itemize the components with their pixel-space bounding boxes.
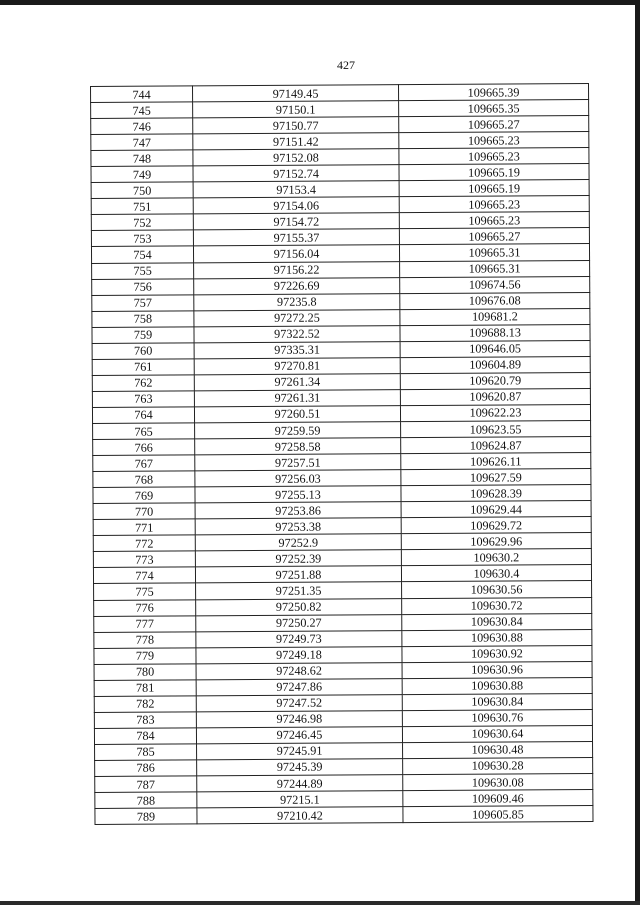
point-number-cell: 756 [92, 278, 194, 295]
x-coordinate-cell: 97149.45 [193, 85, 399, 102]
x-coordinate-cell: 97150.1 [193, 101, 399, 118]
point-number-cell: 744 [91, 86, 193, 103]
y-coordinate-cell: 109605.85 [403, 806, 593, 823]
table-row [95, 806, 593, 825]
point-number-cell: 786 [95, 760, 197, 777]
point-number-cell: 781 [94, 680, 196, 697]
point-number-cell: 770 [93, 503, 195, 520]
scan-border-top [0, 0, 640, 5]
point-number-cell: 777 [94, 615, 196, 632]
x-coordinate-cell: 97252.9 [195, 534, 401, 551]
y-coordinate-cell: 109665.27 [399, 116, 589, 133]
y-coordinate-cell: 109665.35 [399, 100, 589, 117]
x-coordinate-cell: 97253.38 [195, 518, 401, 535]
x-coordinate-cell: 97245.91 [197, 743, 403, 760]
x-coordinate-cell: 97255.13 [195, 486, 401, 503]
x-coordinate-cell: 97251.88 [195, 566, 401, 583]
y-coordinate-cell: 109665.31 [399, 244, 589, 261]
x-coordinate-cell: 97256.03 [195, 470, 401, 487]
x-coordinate-cell: 97246.45 [196, 726, 402, 743]
point-number-cell: 754 [91, 246, 193, 263]
x-coordinate-cell: 97250.27 [196, 614, 402, 631]
y-coordinate-cell: 109604.89 [400, 356, 590, 373]
y-coordinate-cell: 109626.11 [401, 453, 591, 470]
y-coordinate-cell: 109630.76 [402, 709, 592, 726]
point-number-cell: 775 [94, 583, 196, 600]
scan-border-right [635, 0, 640, 905]
point-number-cell: 762 [92, 375, 194, 392]
point-number-cell: 765 [93, 423, 195, 440]
point-number-cell: 789 [95, 808, 197, 825]
y-coordinate-cell: 109665.19 [399, 180, 589, 197]
point-number-cell: 758 [92, 311, 194, 328]
x-coordinate-cell: 97226.69 [194, 277, 400, 294]
point-number-cell: 755 [92, 262, 194, 279]
x-coordinate-cell: 97156.22 [194, 261, 400, 278]
scan-border-bottom [0, 901, 640, 905]
y-coordinate-cell: 109665.23 [399, 132, 589, 149]
y-coordinate-cell: 109665.19 [399, 164, 589, 181]
x-coordinate-cell: 97247.86 [196, 678, 402, 695]
point-number-cell: 778 [94, 631, 196, 648]
y-coordinate-cell: 109630.84 [402, 613, 592, 630]
y-coordinate-cell: 109665.31 [400, 260, 590, 277]
y-coordinate-cell: 109665.23 [399, 212, 589, 229]
y-coordinate-cell: 109674.56 [400, 276, 590, 293]
point-number-cell: 779 [94, 648, 196, 665]
y-coordinate-cell: 109629.44 [401, 501, 591, 518]
y-coordinate-cell: 109630.2 [401, 549, 591, 566]
point-number-cell: 767 [93, 455, 195, 472]
x-coordinate-cell: 97245.39 [197, 759, 403, 776]
y-coordinate-cell: 109630.88 [402, 629, 592, 646]
y-coordinate-cell: 109630.64 [402, 725, 592, 742]
point-number-cell: 753 [91, 230, 193, 247]
point-number-cell: 773 [93, 551, 195, 568]
y-coordinate-cell: 109630.92 [402, 645, 592, 662]
point-number-cell: 760 [92, 343, 194, 360]
y-coordinate-cell: 109620.87 [400, 388, 590, 405]
y-coordinate-cell: 109630.08 [403, 773, 593, 790]
y-coordinate-cell: 109676.08 [400, 292, 590, 309]
point-number-cell: 768 [93, 471, 195, 488]
point-number-cell: 769 [93, 487, 195, 504]
point-number-cell: 776 [94, 599, 196, 616]
x-coordinate-cell: 97249.18 [196, 646, 402, 663]
x-coordinate-cell: 97335.31 [194, 341, 400, 358]
x-coordinate-cell: 97155.37 [193, 229, 399, 246]
coordinates-table-body [91, 83, 593, 824]
coordinates-table [90, 83, 594, 825]
x-coordinate-cell: 97150.77 [193, 117, 399, 134]
y-coordinate-cell: 109630.72 [402, 597, 592, 614]
point-number-cell: 745 [91, 102, 193, 119]
x-coordinate-cell: 97153.4 [193, 181, 399, 198]
point-number-cell: 785 [95, 744, 197, 761]
x-coordinate-cell: 97322.52 [194, 325, 400, 342]
x-coordinate-cell: 97247.52 [196, 694, 402, 711]
point-number-cell: 759 [92, 327, 194, 344]
y-coordinate-cell: 109688.13 [400, 324, 590, 341]
point-number-cell: 750 [91, 182, 193, 199]
x-coordinate-cell: 97248.62 [196, 662, 402, 679]
x-coordinate-cell: 97258.58 [195, 438, 401, 455]
y-coordinate-cell: 109665.39 [398, 83, 588, 100]
y-coordinate-cell: 109622.23 [400, 404, 590, 421]
x-coordinate-cell: 97151.42 [193, 133, 399, 150]
x-coordinate-cell: 97261.34 [194, 373, 400, 390]
point-number-cell: 784 [94, 728, 196, 745]
y-coordinate-cell: 109630.4 [401, 565, 591, 582]
x-coordinate-cell: 97156.04 [193, 245, 399, 262]
x-coordinate-cell: 97152.08 [193, 149, 399, 166]
point-number-cell: 774 [93, 567, 195, 584]
y-coordinate-cell: 109628.39 [401, 485, 591, 502]
y-coordinate-cell: 109630.48 [403, 741, 593, 758]
point-number-cell: 746 [91, 118, 193, 135]
x-coordinate-cell: 97215.1 [197, 791, 403, 808]
x-coordinate-cell: 97257.51 [195, 454, 401, 471]
y-coordinate-cell: 109630.56 [402, 581, 592, 598]
point-number-cell: 780 [94, 664, 196, 681]
y-coordinate-cell: 109646.05 [400, 340, 590, 357]
y-coordinate-cell: 109665.27 [399, 228, 589, 245]
point-number-cell: 771 [93, 519, 195, 536]
point-number-cell: 764 [92, 407, 194, 424]
point-number-cell: 747 [91, 134, 193, 151]
x-coordinate-cell: 97154.72 [193, 213, 399, 230]
x-coordinate-cell: 97246.98 [196, 710, 402, 727]
y-coordinate-cell: 109630.96 [402, 661, 592, 678]
y-coordinate-cell: 109665.23 [399, 148, 589, 165]
point-number-cell: 751 [91, 198, 193, 215]
x-coordinate-cell: 97249.73 [196, 630, 402, 647]
x-coordinate-cell: 97253.86 [195, 502, 401, 519]
x-coordinate-cell: 97250.82 [196, 598, 402, 615]
point-number-cell: 761 [92, 359, 194, 376]
point-number-cell: 787 [95, 776, 197, 793]
x-coordinate-cell: 97251.35 [196, 582, 402, 599]
y-coordinate-cell: 109609.46 [403, 790, 593, 807]
y-coordinate-cell: 109665.23 [399, 196, 589, 213]
x-coordinate-cell: 97235.8 [194, 293, 400, 310]
x-coordinate-cell: 97252.39 [195, 550, 401, 567]
y-coordinate-cell: 109627.59 [401, 469, 591, 486]
y-coordinate-cell: 109630.28 [403, 757, 593, 774]
x-coordinate-cell: 97261.31 [194, 390, 400, 407]
y-coordinate-cell: 109624.87 [401, 436, 591, 453]
x-coordinate-cell: 97210.42 [197, 807, 403, 824]
page-number: 427 [337, 58, 355, 72]
point-number-cell: 783 [94, 712, 196, 729]
y-coordinate-cell: 109629.72 [401, 517, 591, 534]
point-number-cell: 748 [91, 150, 193, 167]
x-coordinate-cell: 97260.51 [194, 406, 400, 423]
point-number-cell: 782 [94, 696, 196, 713]
x-coordinate-cell: 97259.59 [195, 422, 401, 439]
point-number-cell: 766 [93, 439, 195, 456]
x-coordinate-cell: 97244.89 [197, 775, 403, 792]
y-coordinate-cell: 109681.2 [400, 308, 590, 325]
y-coordinate-cell: 109630.88 [402, 677, 592, 694]
x-coordinate-cell: 97154.06 [193, 197, 399, 214]
point-number-cell: 752 [91, 214, 193, 231]
point-number-cell: 757 [92, 294, 194, 311]
point-number-cell: 772 [93, 535, 195, 552]
x-coordinate-cell: 97152.74 [193, 165, 399, 182]
y-coordinate-cell: 109629.96 [401, 533, 591, 550]
point-number-cell: 749 [91, 166, 193, 183]
point-number-cell: 788 [95, 792, 197, 809]
x-coordinate-cell: 97272.25 [194, 309, 400, 326]
y-coordinate-cell: 109620.79 [400, 372, 590, 389]
point-number-cell: 763 [92, 391, 194, 408]
x-coordinate-cell: 97270.81 [194, 357, 400, 374]
y-coordinate-cell: 109623.55 [401, 420, 591, 437]
y-coordinate-cell: 109630.84 [402, 693, 592, 710]
